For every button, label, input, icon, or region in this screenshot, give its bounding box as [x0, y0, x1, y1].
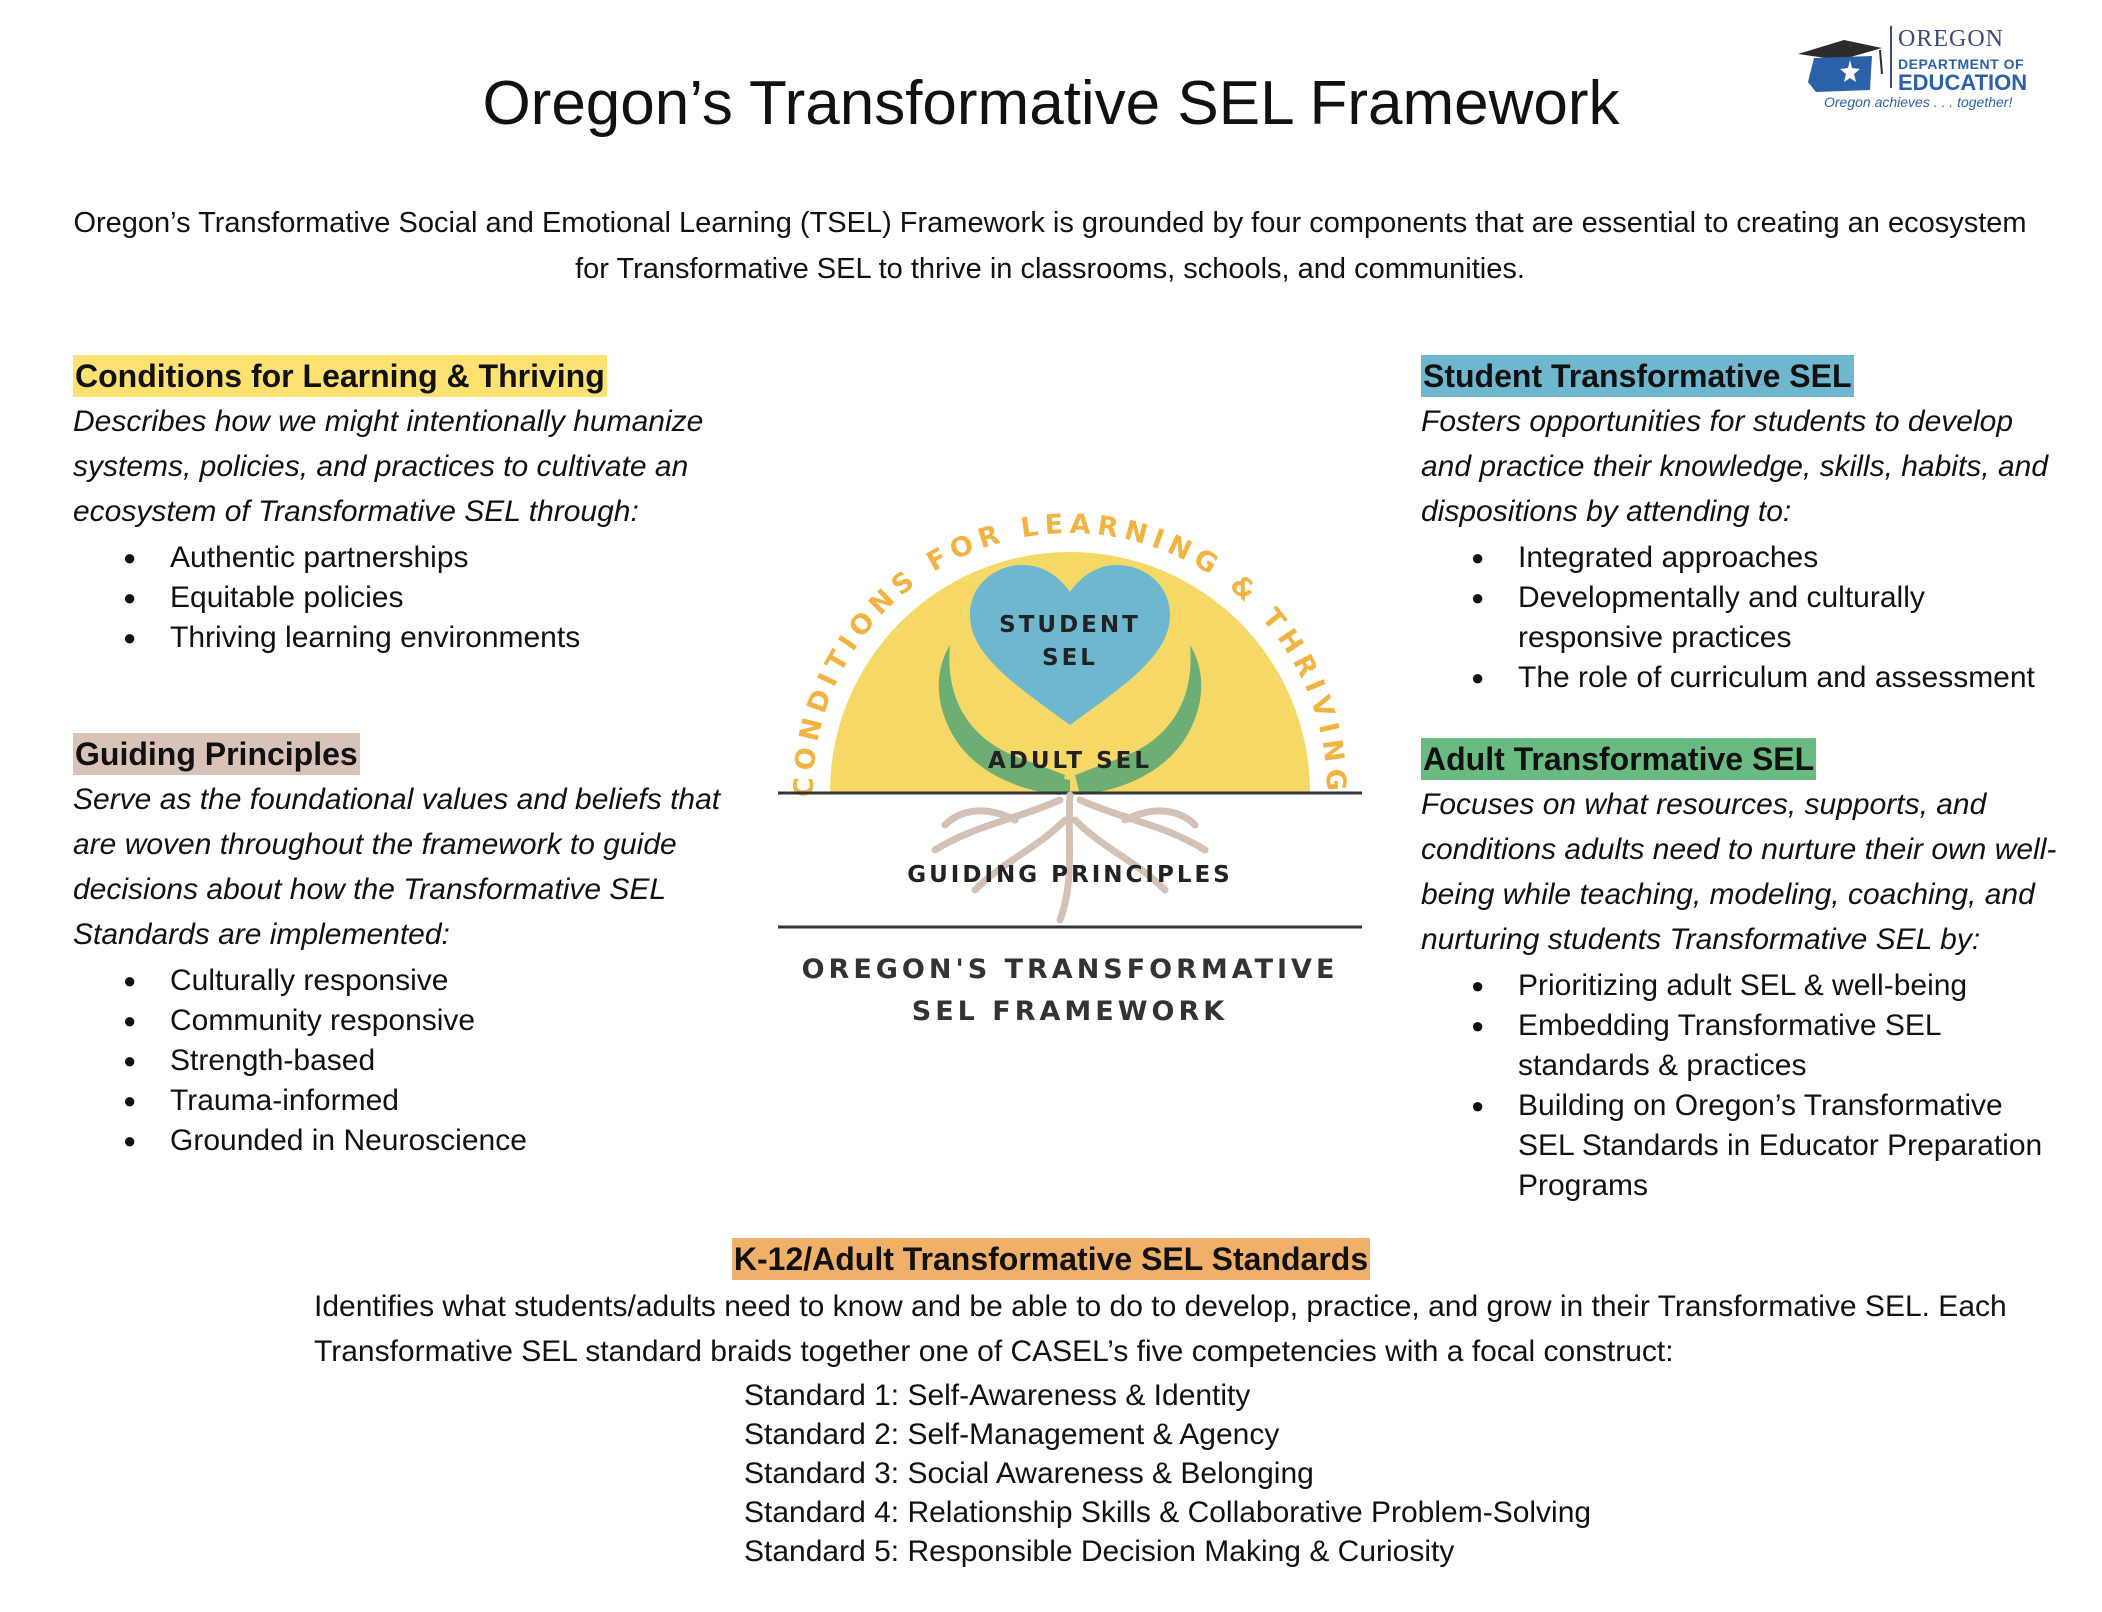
standards-section [0, 1238, 2102, 1568]
arc-text: CONDITIONS FOR LEARNING & THRIVING [788, 508, 1352, 798]
list-item: ● Trauma-informed [73, 1081, 753, 1121]
adult-heading: Adult Transformative SEL [1421, 738, 1816, 780]
conditions-list [73, 538, 733, 658]
ode-logo [1790, 22, 2030, 122]
adult-sel-label: ADULT SEL [987, 748, 1153, 774]
list-item: ● Integrated approaches [1421, 538, 2061, 578]
list-item: ● Embedding Transformative SEL standards & practices [1421, 1006, 2061, 1086]
logo-divider [1890, 26, 1892, 88]
diagram-footer-1: OREGON'S TRANSFORMATIVE [801, 954, 1339, 985]
list-item: ● Equitable policies [73, 578, 733, 618]
list-item: Standard 4: Relationship Skills & Collaborative Problem-Solving [744, 1496, 1592, 1529]
list-item: ● Thriving learning environments [73, 618, 733, 658]
adult-list [1421, 966, 2061, 1206]
diagram-footer-2: SEL FRAMEWORK [911, 996, 1229, 1027]
student-heading: Student Transformative SEL [1421, 355, 1854, 397]
student-section [1421, 355, 2061, 698]
student-description: Fosters opportunities for students to develop and practice their knowledge, skills, habits, and dispositions by attending to: [1421, 405, 2049, 528]
intro-paragraph: Oregon’s Transformative Social and Emotional Learning (TSEL) Framework is grounded by four components that are essential to creating an ecosystem for Transformative SEL to thrive in classrooms, schools, and communities. [73, 207, 2027, 285]
standards-heading: K-12/Adult Transformative SEL Standards [732, 1238, 1370, 1280]
list-item: Standard 3: Social Awareness & Belonging [744, 1457, 1314, 1490]
conditions-heading: Conditions for Learning & Thriving [73, 355, 607, 397]
list-item: ● Grounded in Neuroscience [73, 1121, 753, 1161]
logo-department: DEPARTMENT OF [1898, 56, 2025, 72]
list-item: Standard 5: Responsible Decision Making & Curiosity [744, 1535, 1455, 1568]
list-item: ● Culturally responsive [73, 961, 753, 1001]
student-sel-label: STUDENT [999, 612, 1141, 638]
list-item: ● The role of curriculum and assessment [1421, 658, 2061, 698]
list-item: ● Building on Oregon’s Transformative SEL Standards in Educator Preparation Programs [1421, 1086, 2061, 1206]
guiding-heading: Guiding Principles [73, 733, 360, 775]
list-item: ● Prioritizing adult SEL & well-being [1421, 966, 2061, 1006]
list-item: ● Developmentally and culturally responsive practices [1421, 578, 2061, 658]
list-item: ● Community responsive [73, 1001, 753, 1041]
oregon-map-icon [1790, 26, 1890, 96]
logo-education: EDUCATION [1898, 70, 2028, 95]
logo-tagline: Oregon achieves . . . together! [1824, 94, 2013, 110]
conditions-section [73, 355, 733, 658]
guiding-principles-label: GUIDING PRINCIPLES [907, 862, 1233, 888]
framework-diagram [775, 490, 1365, 1050]
student-list [1421, 538, 2061, 698]
standards-description: Identifies what students/adults need to know and be able to do to develop, practice, and grow in their Transformative SEL. Each Transformative SEL standard braids together one of CASEL’s five competencies with a focal construct: [314, 1290, 2007, 1368]
roots-icon [935, 795, 1205, 920]
list-item: ● Strength-based [73, 1041, 753, 1081]
student-sel-label-2: SEL [1042, 645, 1098, 671]
conditions-description: Describes how we might intentionally humanize systems, policies, and practices to cultivate an ecosystem of Transformative SEL through: [73, 405, 704, 528]
list-item: Standard 2: Self-Management & Agency [744, 1418, 1280, 1451]
logo-oregon: OREGON [1898, 26, 2004, 52]
adult-section [1421, 738, 2061, 1206]
guiding-list [73, 961, 753, 1161]
page-title: Oregon’s Transformative SEL Framework [482, 69, 1620, 138]
list-item: Standard 1: Self-Awareness & Identity [744, 1379, 1251, 1412]
guiding-section [73, 733, 753, 1161]
framework-diagram-svg [775, 490, 1365, 1050]
standards-list [744, 1376, 1591, 1571]
list-item: ● Authentic partnerships [73, 538, 733, 578]
guiding-description: Serve as the foundational values and beliefs that are woven throughout the framework to guide decisions about how the Transformative SEL Standards are implemented: [73, 783, 721, 951]
adult-description: Focuses on what resources, supports, and conditions adults need to nurture their own well-being while teaching, modeling, coaching, and nurturing students Transformative SEL by: [1421, 788, 2057, 956]
